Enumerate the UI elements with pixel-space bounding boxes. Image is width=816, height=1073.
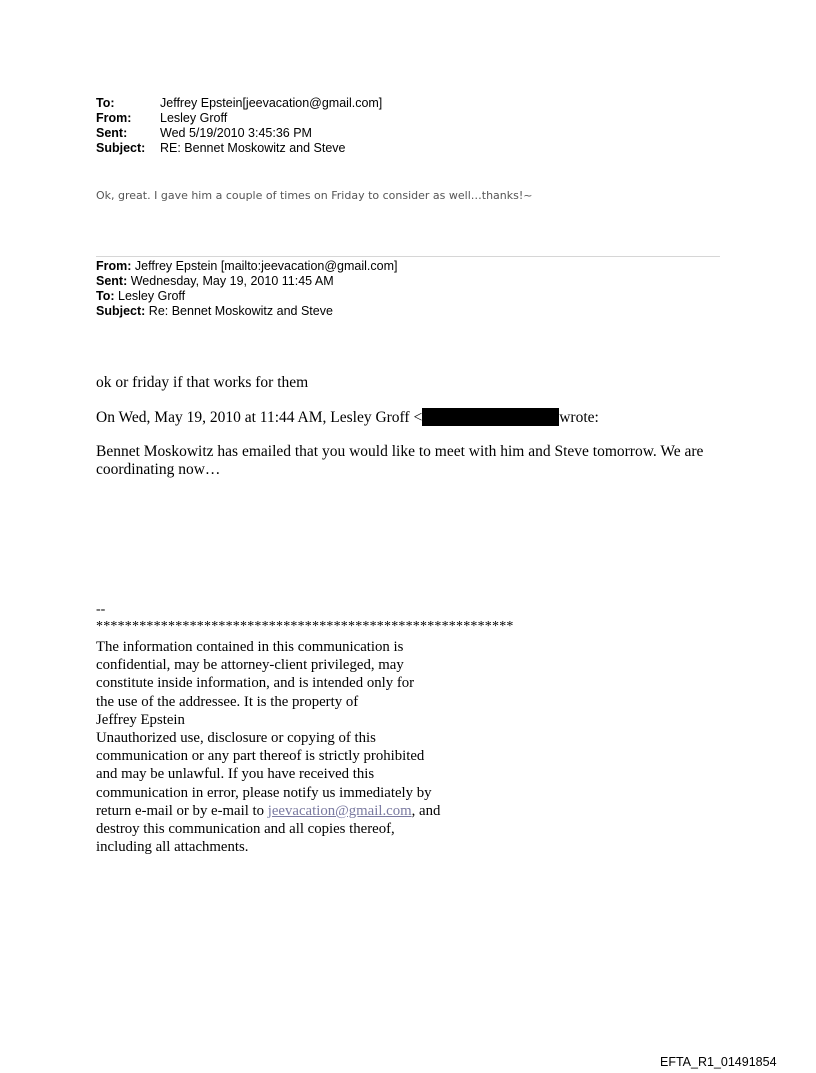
- disclaimer-line: and may be unlawful. If you have received this: [96, 766, 375, 783]
- signature-dash: --: [96, 602, 106, 617]
- signature-stars: **********************************************************: [96, 619, 514, 634]
- reply-text: Ok, great. I gave him a couple of times on Friday to consider as well…thanks!~: [96, 189, 533, 202]
- to-value: Jeffrey Epstein[jeevacation@gmail.com]: [160, 96, 383, 110]
- quoted-from-value: Jeffrey Epstein [mailto:jeevacation@gmail.com]: [131, 259, 398, 273]
- disclaimer-line: the use of the addressee. It is the property of: [96, 693, 359, 710]
- sent-label: Sent:: [96, 126, 128, 140]
- email-link[interactable]: jeevacation@gmail.com: [267, 802, 412, 819]
- sent-row: [96, 126, 382, 141]
- disclaimer-line: including all attachments.: [96, 839, 249, 856]
- subject-value: RE: Bennet Moskowitz and Steve: [160, 141, 346, 155]
- redaction-box: [422, 408, 559, 426]
- quoted-sent-row: [96, 274, 397, 289]
- disclaimer-line-email: [96, 802, 496, 820]
- body-line-2-suffix: wrote:: [559, 409, 599, 426]
- quoted-subject-label: Subject:: [96, 304, 146, 318]
- quoted-header: [96, 259, 397, 319]
- disclaimer-line: communication or any part thereof is strictly prohibited: [96, 748, 425, 765]
- body-line-1: ok or friday if that works for them: [96, 374, 309, 391]
- quoted-subject-row: [96, 304, 397, 319]
- quoted-sent-value: Wednesday, May 19, 2010 11:45 AM: [127, 274, 334, 288]
- quoted-subject-value: Re: Bennet Moskowitz and Steve: [145, 304, 333, 318]
- from-value: Lesley Groff: [160, 111, 228, 125]
- disclaimer-line: Unauthorized use, disclosure or copying of this: [96, 730, 376, 747]
- subject-label: Subject:: [96, 141, 146, 155]
- body-line-3: Bennet Moskowitz has emailed that you would like to meet with him and Steve tomorrow. We are coordinating now…: [96, 443, 704, 478]
- disclaimer-line-email-prefix: return e-mail or by e-mail to: [96, 802, 268, 819]
- document-id: EFTA_R1_01491854: [660, 1055, 777, 1069]
- quoted-to-value: Lesley Groff: [114, 289, 186, 303]
- email-header: [96, 96, 382, 156]
- disclaimer-line-email-suffix: , and: [411, 802, 441, 819]
- quoted-to-label: To:: [96, 289, 115, 303]
- quoted-to-row: [96, 289, 397, 304]
- body-line-2: [96, 408, 599, 427]
- quoted-sent-label: Sent:: [96, 274, 128, 288]
- disclaimer-line: destroy this communication and all copies thereof,: [96, 821, 395, 838]
- disclaimer-line: communication in error, please notify us immediately by: [96, 784, 432, 801]
- from-label: From:: [96, 111, 132, 125]
- subject-row: [96, 141, 382, 156]
- disclaimer-line: confidential, may be attorney-client privileged, may: [96, 657, 404, 674]
- disclaimer: [96, 638, 496, 856]
- body-line-2-prefix: On Wed, May 19, 2010 at 11:44 AM, Lesley Groff <: [96, 409, 423, 426]
- sent-value: Wed 5/19/2010 3:45:36 PM: [160, 126, 312, 140]
- quoted-from-row: [96, 259, 397, 274]
- disclaimer-line: constitute inside information, and is intended only for: [96, 675, 415, 692]
- disclaimer-line: Jeffrey Epstein: [96, 711, 185, 728]
- quoted-from-label: From:: [96, 259, 132, 273]
- from-row: [96, 111, 382, 126]
- disclaimer-line: The information contained in this communication is: [96, 639, 404, 655]
- to-label: To:: [96, 96, 115, 110]
- to-row: [96, 96, 382, 111]
- divider: [96, 256, 720, 257]
